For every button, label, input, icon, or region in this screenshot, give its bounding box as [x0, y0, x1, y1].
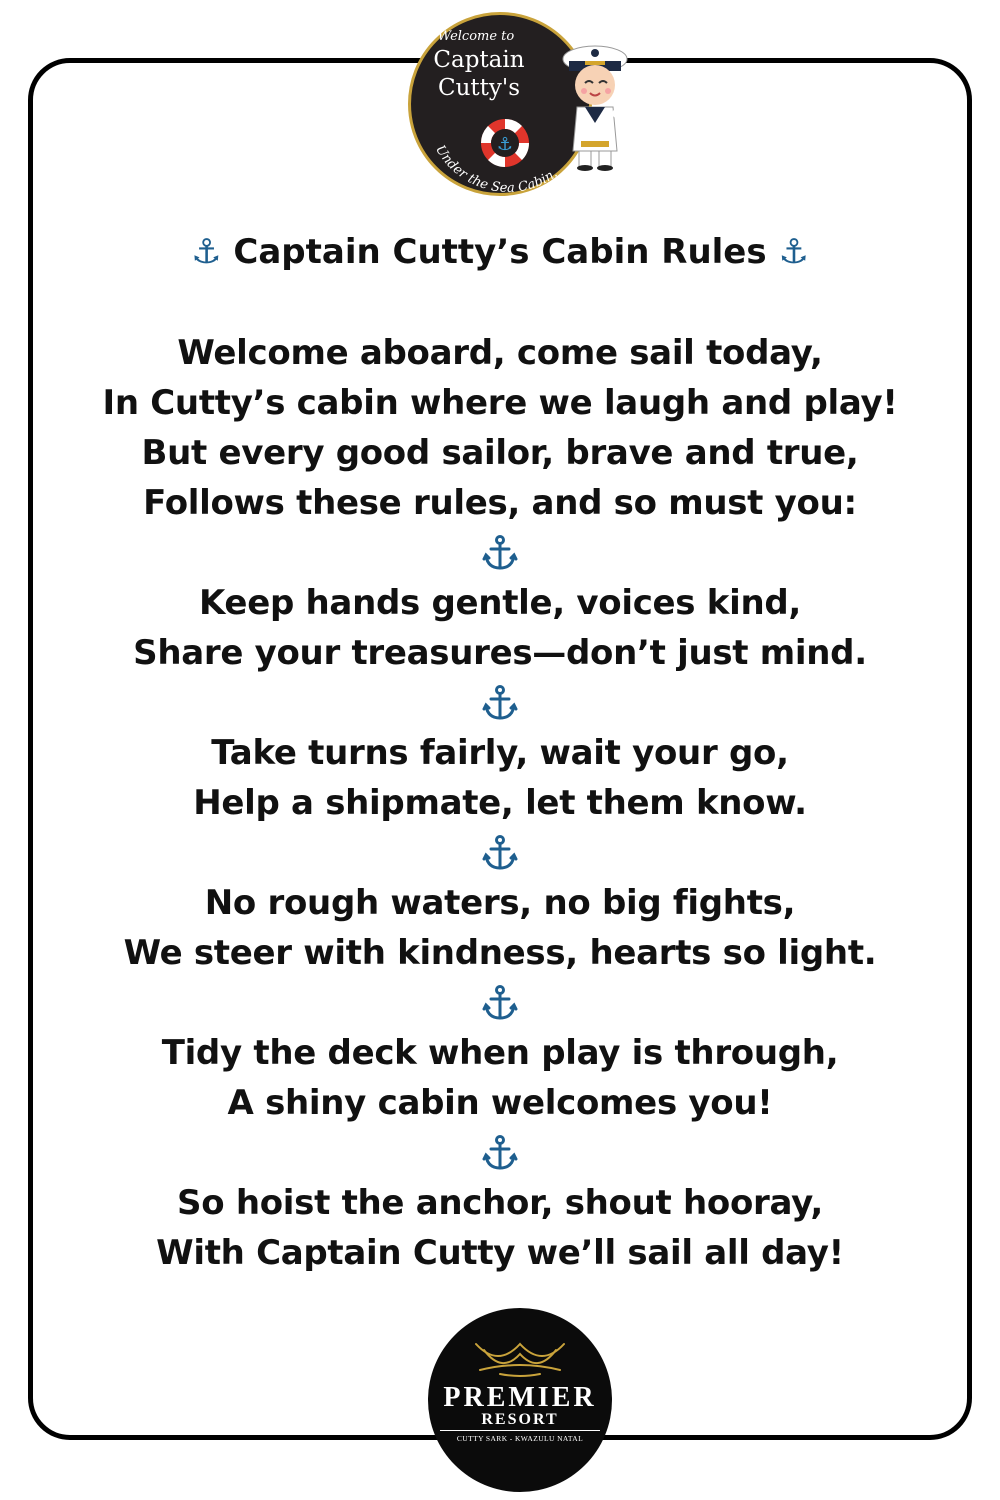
anchor-icon	[482, 534, 518, 572]
poem-line: So hoist the anchor, shout hooray,	[177, 1183, 823, 1223]
footer-brand: PREMIER	[443, 1382, 597, 1413]
page-title	[0, 230, 1000, 274]
poem-line: A shiny cabin welcomes you!	[227, 1083, 773, 1123]
footer-sub: RESORT	[481, 1411, 559, 1428]
anchor-divider	[0, 678, 1000, 728]
anchor-divider	[0, 978, 1000, 1028]
poem-line: With Captain Cutty we’ll sail all day!	[156, 1233, 844, 1273]
anchor-icon	[482, 984, 518, 1022]
logo-welcome-text: Welcome to	[437, 29, 515, 44]
anchor-divider	[0, 528, 1000, 578]
poem	[0, 328, 1000, 1278]
poem-line: We steer with kindness, hearts so light.	[123, 933, 877, 973]
poem-line: Share your treasures—don’t just mind.	[133, 633, 867, 673]
poem-line: Follows these rules, and so must you:	[143, 483, 857, 523]
poem-line: Welcome aboard, come sail today,	[177, 333, 823, 373]
poem-line: Help a shipmate, let them know.	[193, 783, 807, 823]
title-text: Captain Cutty’s Cabin Rules	[233, 232, 767, 272]
anchor-icon	[482, 1134, 518, 1172]
svg-text:⚓: ⚓	[496, 134, 514, 155]
poem-line: But every good sailor, brave and true,	[141, 433, 859, 473]
poem-line: Take turns fairly, wait your go,	[211, 733, 789, 773]
anchor-icon	[482, 684, 518, 722]
sailor-illustration	[555, 41, 645, 171]
premier-resort-logo	[428, 1308, 612, 1492]
poem-line: No rough waters, no big fights,	[204, 883, 796, 923]
anchor-icon: ⚓	[191, 232, 222, 272]
poem-line: Keep hands gentle, voices kind,	[198, 583, 802, 623]
poem-line: In Cutty’s cabin where we laugh and play!	[102, 383, 898, 423]
footer-rule	[440, 1430, 600, 1431]
svg-text:Under the Sea Cabin.: Under the Sea Cabin.	[432, 142, 561, 197]
logo-name-line2: Cutty's	[437, 75, 521, 101]
anchor-divider	[0, 828, 1000, 878]
anchor-divider	[0, 1128, 1000, 1178]
logo-name-line1: Captain	[433, 47, 525, 73]
footer-location: CUTTY SARK - KWAZULU NATAL	[456, 1434, 584, 1443]
captain-cuttys-logo	[408, 12, 592, 196]
crown-icon	[470, 1330, 570, 1380]
anchor-icon: ⚓	[778, 232, 809, 272]
anchor-icon	[482, 834, 518, 872]
poem-line: Tidy the deck when play is through,	[161, 1033, 839, 1073]
